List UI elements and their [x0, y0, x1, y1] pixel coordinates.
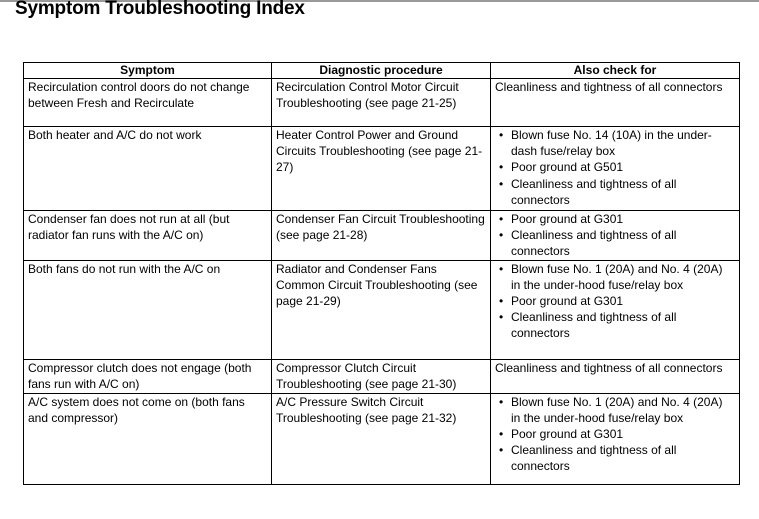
check-item-text: Cleanliness and tightness of all connectors: [511, 310, 677, 341]
also-check-cell: [491, 211, 740, 261]
check-item-text: Poor ground at G501: [511, 160, 624, 175]
symptom-cell: Both fans do not run with the A/C on: [24, 260, 272, 359]
bullet-icon: •: [499, 443, 504, 458]
table-row: [24, 359, 740, 393]
check-item-text: Blown fuse No. 1 (20A) and No. 4 (20A) in the under-hood fuse/relay box: [511, 261, 723, 292]
procedure-cell: Recirculation Control Motor Circuit Troubleshooting (see page 21-25): [272, 79, 491, 127]
check-list: [495, 394, 735, 475]
also-check-cell: [491, 79, 740, 127]
check-item: [495, 261, 735, 293]
symptom-cell: A/C system does not come on (both fans and compressor): [24, 393, 272, 484]
symptom-cell: Recirculation control doors do not change between Fresh and Recirculate: [24, 79, 272, 127]
also-check-cell: [491, 393, 740, 484]
check-list: [495, 211, 735, 260]
bullet-icon: •: [499, 176, 504, 191]
bullet-icon: •: [499, 160, 504, 175]
table-row: [24, 211, 740, 261]
check-item: [495, 293, 735, 309]
check-item-text: Poor ground at G301: [511, 427, 624, 442]
page-title: Symptom Troubleshooting Index: [15, 0, 305, 19]
check-item: [495, 227, 735, 259]
check-item: [495, 176, 735, 208]
procedure-cell: Condenser Fan Circuit Troubleshooting (see page 21-28): [272, 211, 491, 261]
check-item: [495, 127, 735, 159]
also-check-cell: [491, 359, 740, 393]
check-item: [495, 442, 735, 474]
check-item-text: Poor ground at G301: [511, 212, 624, 226]
bullet-icon: •: [499, 310, 504, 325]
column-header-symptom: Symptom: [24, 63, 272, 79]
check-item-text: Cleanliness and tightness of all connectors: [495, 360, 723, 375]
bullet-icon: •: [499, 128, 504, 142]
check-item: [495, 426, 735, 442]
bullet-icon: •: [499, 212, 504, 226]
check-item-text: Blown fuse No. 14 (10A) in the under-dash fuse/relay box: [511, 128, 712, 159]
also-check-cell: [491, 127, 740, 211]
bullet-icon: •: [499, 261, 504, 276]
column-header-procedure: Diagnostic procedure: [272, 63, 491, 79]
procedure-cell: Heater Control Power and Ground Circuits Troubleshooting (see page 21-27): [272, 127, 491, 211]
check-item: [495, 309, 735, 341]
table-row: [24, 260, 740, 359]
bullet-icon: •: [499, 394, 504, 409]
check-list: [495, 127, 735, 208]
symptom-cell: Both heater and A/C do not work: [24, 127, 272, 211]
check-item: [495, 159, 735, 175]
check-item-text: Cleanliness and tightness of all connectors: [495, 80, 723, 94]
table-row: [24, 79, 740, 127]
symptom-cell: Compressor clutch does not engage (both fans run with A/C on): [24, 359, 272, 393]
symptom-cell: Condenser fan does not run at all (but radiator fan runs with the A/C on): [24, 211, 272, 261]
bullet-icon: •: [499, 427, 504, 442]
procedure-cell: Radiator and Condenser Fans Common Circuit Troubleshooting (see page 21-29): [272, 260, 491, 359]
table-row: [24, 393, 740, 484]
bullet-icon: •: [499, 228, 504, 243]
table-header-row: [24, 63, 740, 79]
check-item: [495, 211, 735, 227]
check-list: [495, 261, 735, 342]
check-item-text: Blown fuse No. 1 (20A) and No. 4 (20A) in the under-hood fuse/relay box: [511, 394, 723, 425]
procedure-cell: A/C Pressure Switch Circuit Troubleshooting (see page 21-32): [272, 393, 491, 484]
also-check-cell: [491, 260, 740, 359]
check-item-text: Cleanliness and tightness of all connectors: [511, 176, 677, 207]
procedure-cell: Compressor Clutch Circuit Troubleshooting (see page 21-30): [272, 359, 491, 393]
check-item-text: Cleanliness and tightness of all connectors: [511, 228, 677, 259]
table-row: [24, 127, 740, 211]
table-body: [24, 79, 740, 485]
bullet-icon: •: [499, 294, 504, 309]
check-item-text: Poor ground at G301: [511, 294, 624, 309]
check-item-text: Cleanliness and tightness of all connectors: [511, 443, 677, 474]
column-header-also-check: Also check for: [491, 63, 740, 79]
check-item: [495, 394, 735, 426]
symptom-table: [23, 62, 740, 485]
